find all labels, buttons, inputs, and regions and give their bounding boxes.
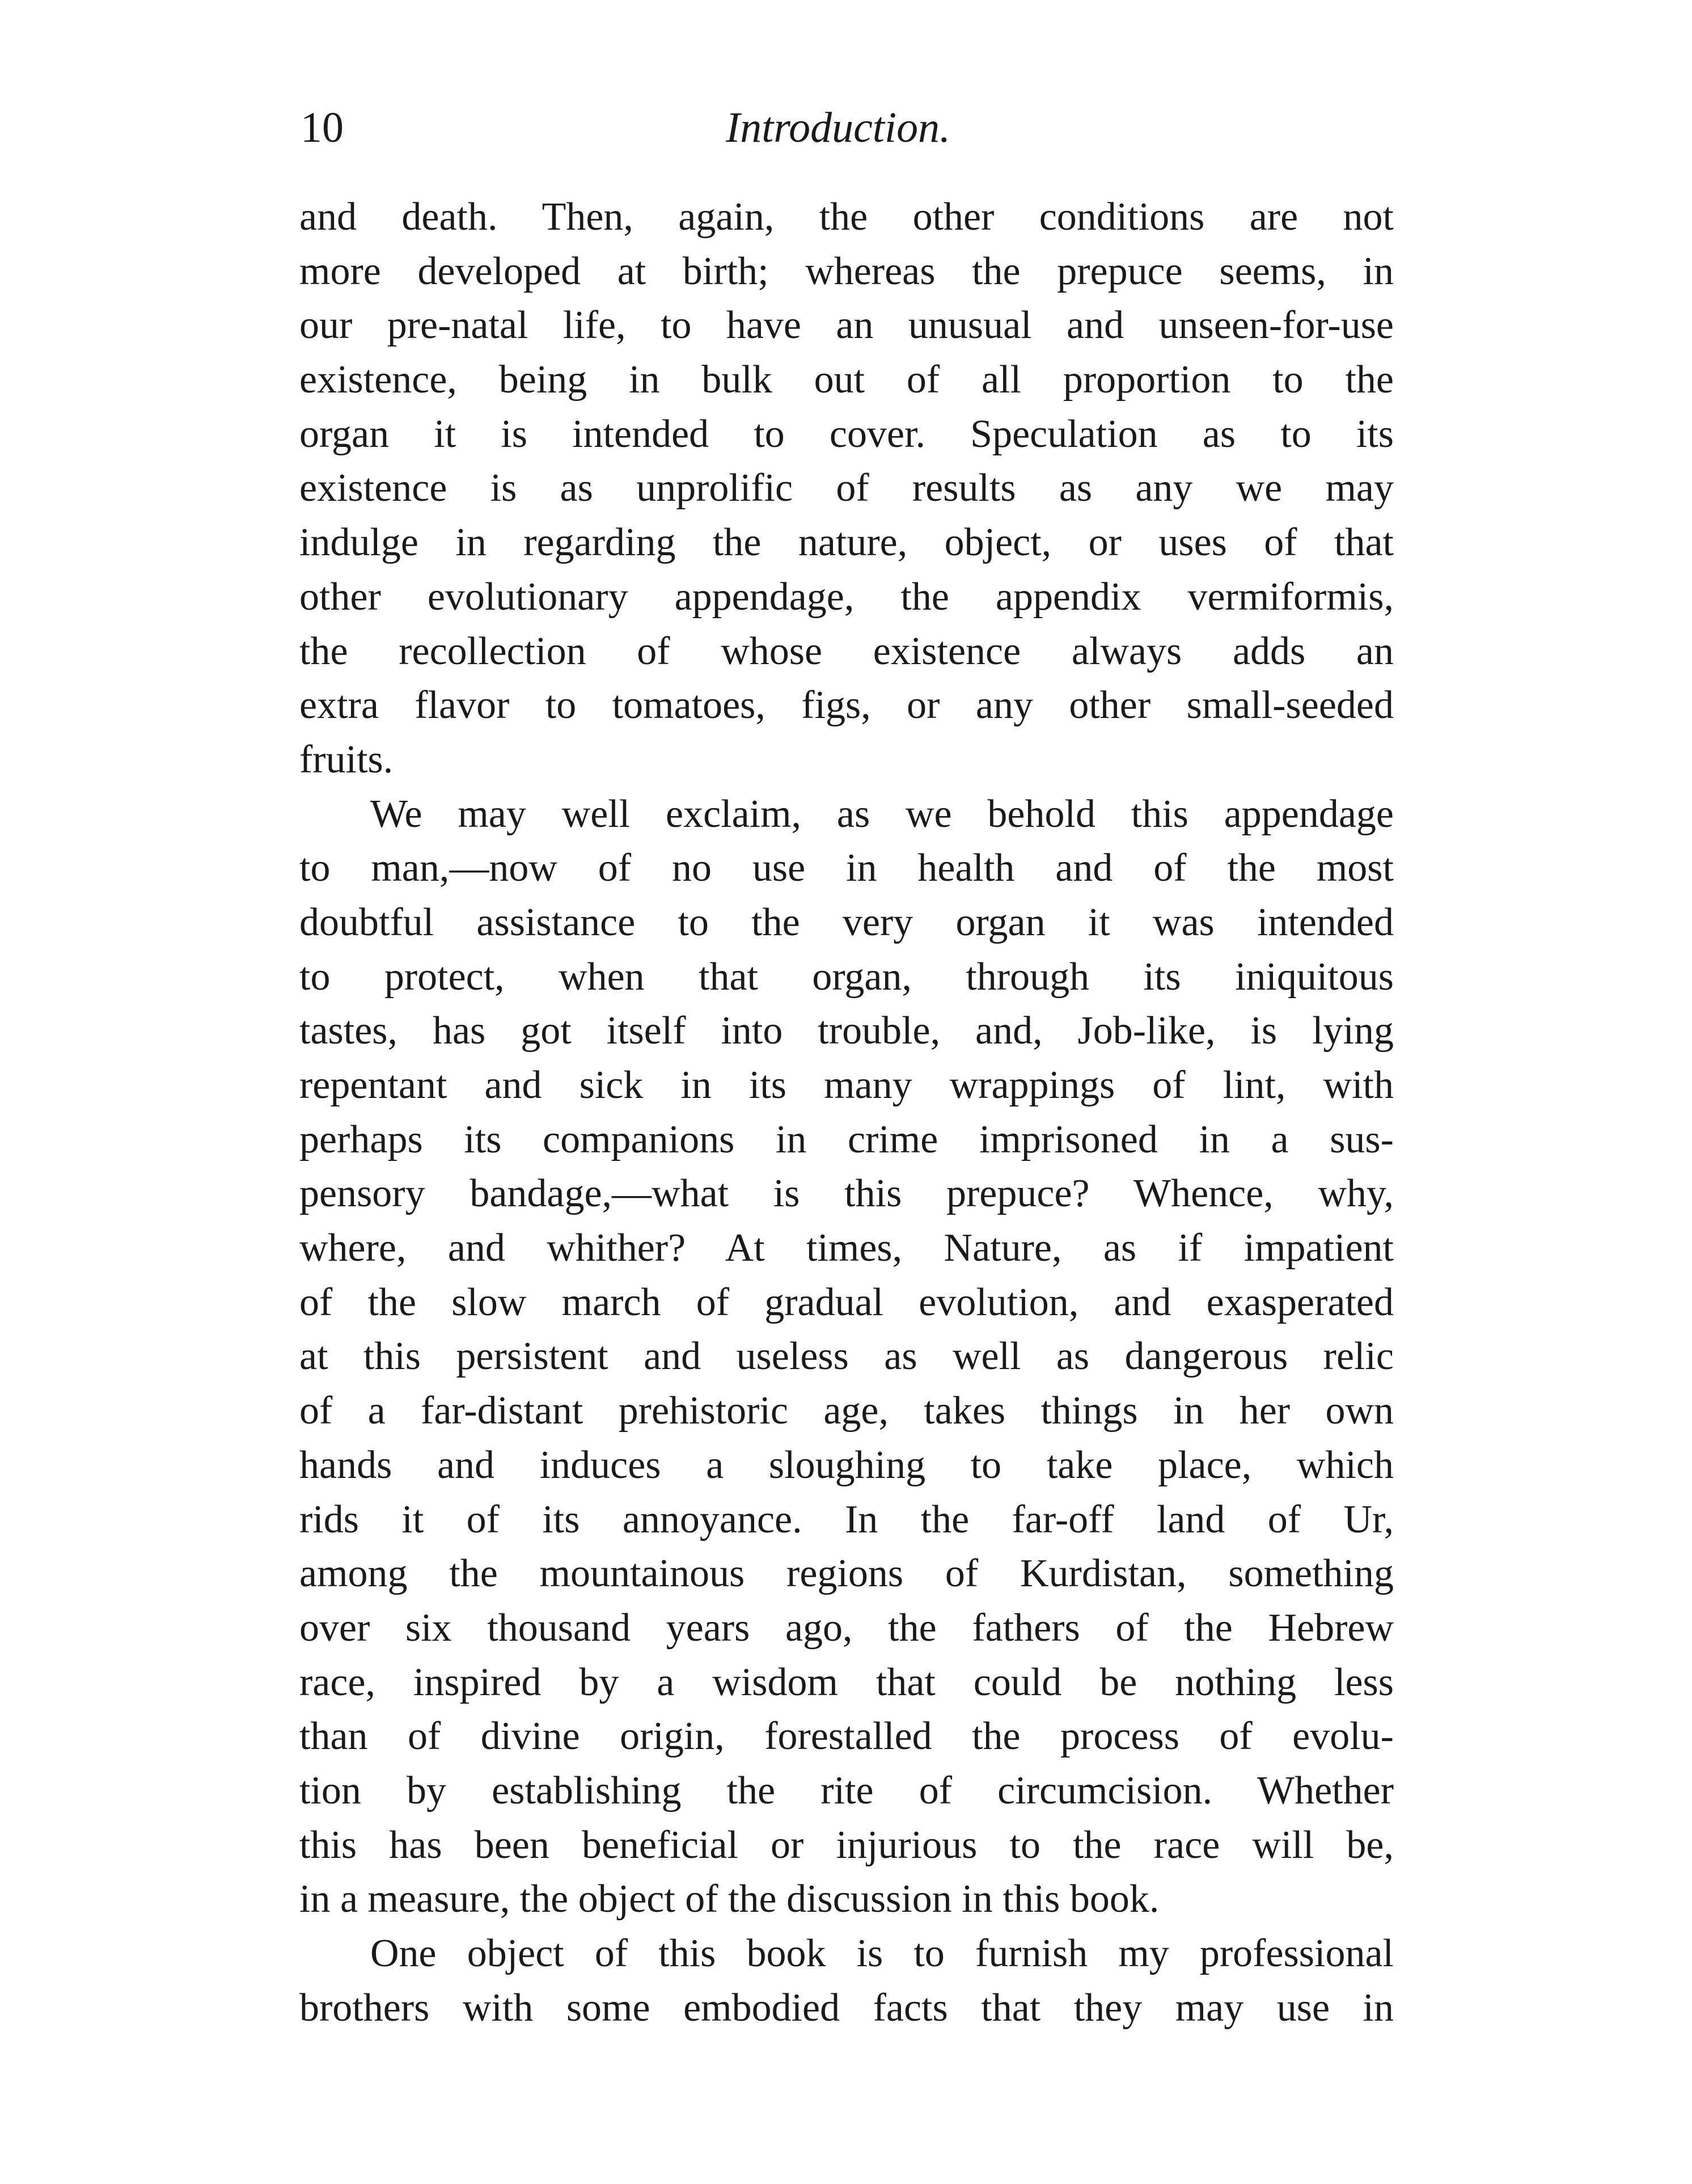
text-line: tastes, has got itself into trouble, and, Job-like, is lying <box>299 1009 1394 1053</box>
text-line: tion by establishing the rite of circumcision. Whether <box>299 1768 1394 1813</box>
text-line: at this persistent and useless as well as dangerous relic <box>299 1334 1394 1379</box>
text-line: where, and whither? At times, Nature, as if impatient <box>299 1226 1394 1270</box>
page-number: 10 <box>301 104 344 151</box>
text-line: existence, being in bulk out of all proportion to the <box>299 358 1394 402</box>
text-line: rids it of its annoyance. In the far-off land of Ur, <box>299 1497 1394 1541</box>
text-line: organ it is intended to cover. Speculation as to its <box>299 412 1394 456</box>
text-line: repentant and sick in its many wrappings of lint, with <box>299 1063 1394 1107</box>
text-line: this has been beneficial or injurious to the race will be, <box>299 1823 1394 1867</box>
text-line: and death. Then, again, the other conditions are not <box>299 195 1394 239</box>
text-line: over six thousand years ago, the fathers of the Hebrew <box>299 1606 1394 1650</box>
running-head <box>301 96 1395 159</box>
text-line: the recollection of whose existence always adds an <box>299 629 1394 673</box>
text-line: among the mountainous regions of Kurdistan, something <box>299 1552 1394 1596</box>
text-line: brothers with some embodied facts that they may use in <box>299 1986 1394 2030</box>
running-title: Introduction. <box>726 104 951 151</box>
text-line: race, inspired by a wisdom that could be nothing less <box>299 1660 1394 1704</box>
text-line: We may well exclaim, as we behold this appendage <box>370 792 1394 836</box>
text-line: existence is as unprolific of results as any we may <box>299 466 1394 510</box>
text-line: doubtful assistance to the very organ it was intended <box>299 900 1394 944</box>
text-line: to protect, when that organ, through its iniquitous <box>299 954 1394 999</box>
text-line: in a measure, the object of the discussion in this book. <box>299 1877 1160 1921</box>
text-line: of the slow march of gradual evolution, and exasperated <box>299 1280 1394 1324</box>
text-line: fruits. <box>299 737 394 781</box>
text-line: perhaps its companions in crime imprisoned in a sus- <box>299 1117 1394 1161</box>
text-line: extra flavor to tomatoes, figs, or any other small-seeded <box>299 683 1394 728</box>
text-line: than of divine origin, forestalled the process of evolu- <box>299 1714 1394 1759</box>
text-line: hands and induces a sloughing to take place, which <box>299 1443 1394 1487</box>
text-line: to man,—now of no use in health and of the most <box>299 846 1394 890</box>
text-line: other evolutionary appendage, the appendix vermiformis, <box>299 574 1394 619</box>
text-line: more developed at birth; whereas the prepuce seems, in <box>299 249 1394 293</box>
text-line: our pre-natal life, to have an unusual and unseen-for-use <box>299 303 1394 348</box>
text-line: indulge in regarding the nature, object, or uses of that <box>299 521 1394 565</box>
body-text <box>299 190 1394 2035</box>
text-line: pensory bandage,—what is this prepuce? Whence, why, <box>299 1172 1394 1216</box>
text-line: One object of this book is to furnish my professional <box>370 1932 1394 1975</box>
text-line: of a far-distant prehistoric age, takes things in her own <box>299 1389 1394 1433</box>
